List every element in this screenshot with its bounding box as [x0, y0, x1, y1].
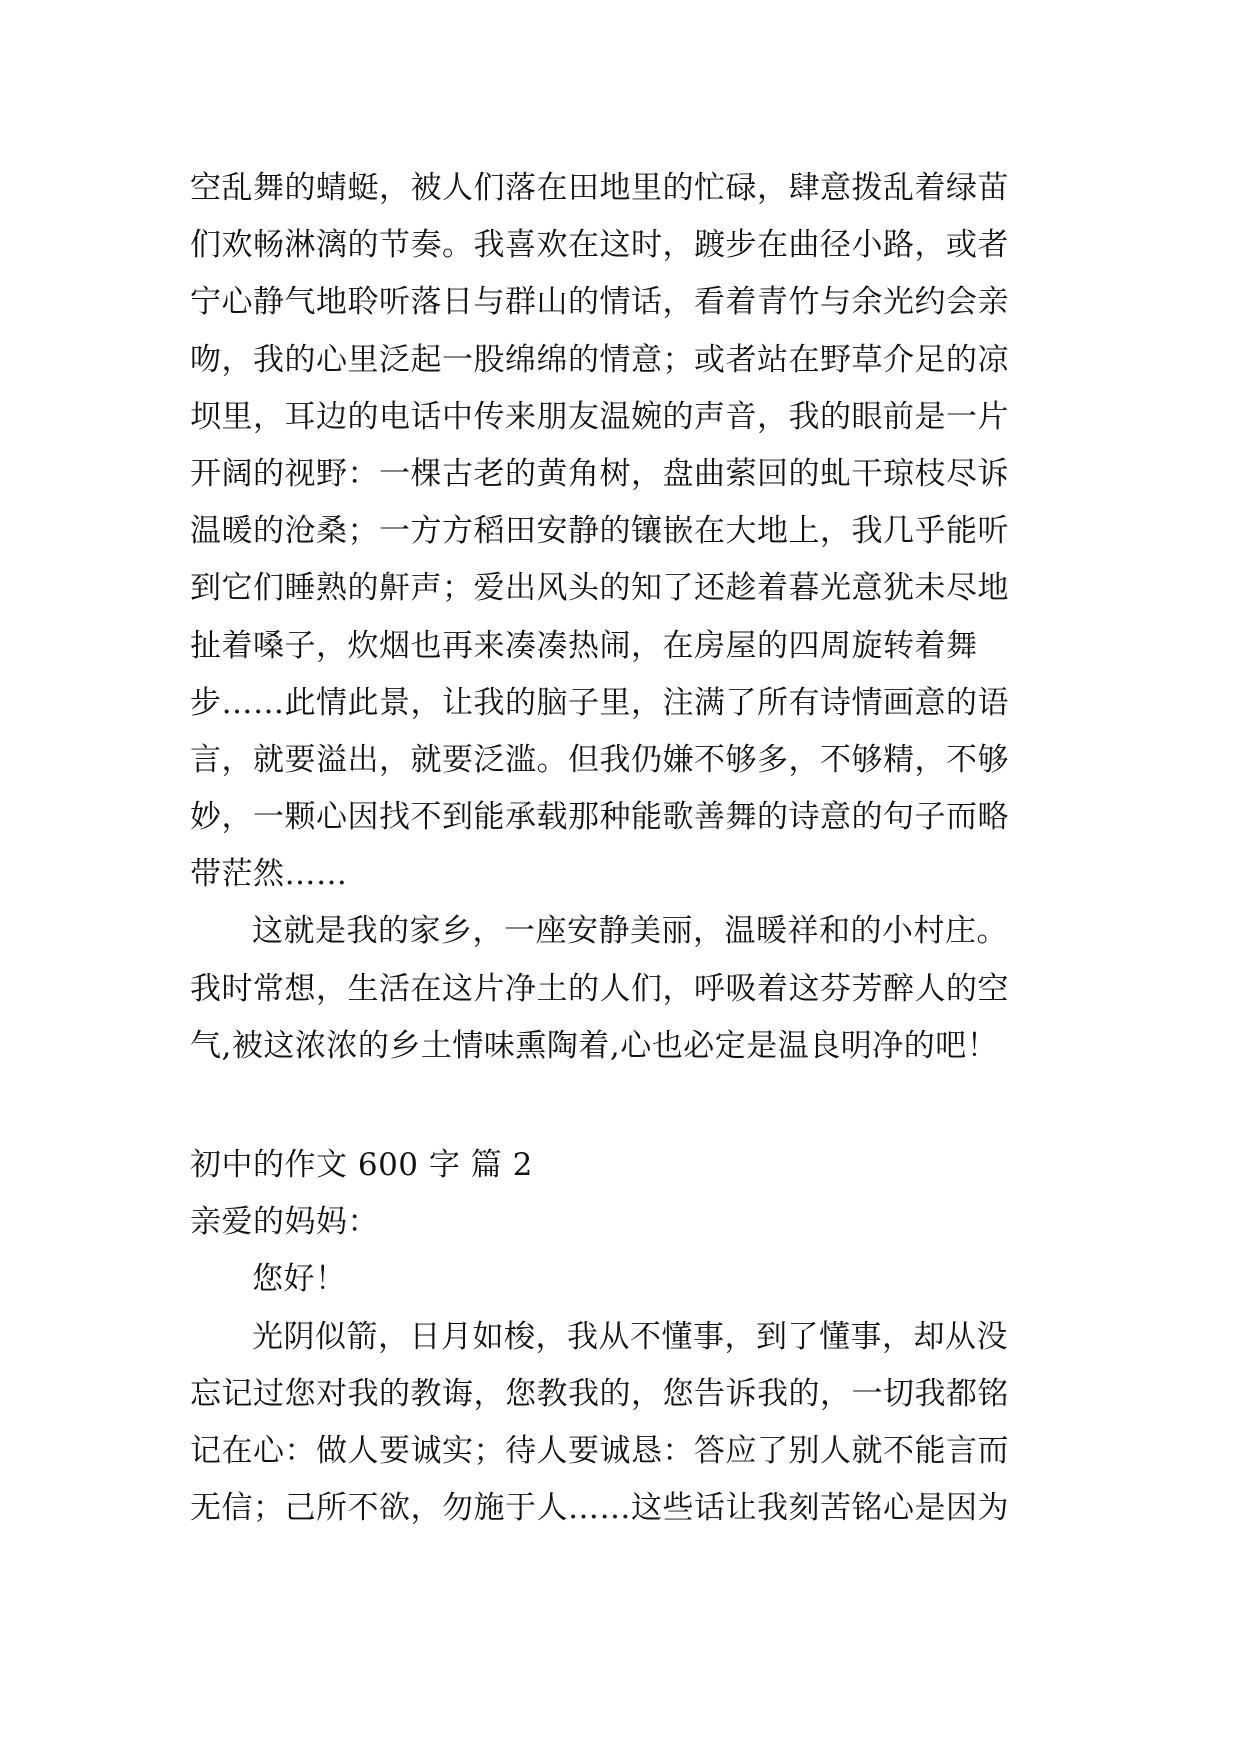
essay-heading: 初中的作文 600 字 篇 2	[190, 1147, 533, 1183]
text-line: 温暖的沧桑；一方方稻田安静的镶嵌在大地上，我几乎能听	[190, 513, 1009, 550]
text-line: 宁心静气地聆听落日与群山的情话，看着青竹与余光约会亲	[190, 284, 1009, 321]
text-line: 记在心：做人要诚实；待人要诚恳：答应了别人就不能言而	[190, 1432, 1009, 1469]
text-line: 空乱舞的蜻蜓，被人们落在田地里的忙碌，肆意拨乱着绿苗	[190, 170, 1009, 206]
text-line: 步……此情此景，让我的脑子里，注满了所有诗情画意的语	[190, 684, 1009, 721]
text-line: 到它们睡熟的鼾声；爱出风头的知了还趁着暮光意犹未尽地	[190, 570, 1009, 607]
essay-2	[190, 1137, 1070, 1537]
text-line: 气,被这浓浓的乡土情味熏陶着,心也必定是温良明净的吧！	[190, 1027, 999, 1064]
essay-continuation	[190, 160, 1070, 1075]
text-line: 扯着嗓子，炊烟也再来凑凑热闹，在房屋的四周旋转着舞	[190, 627, 978, 664]
text-line: 无信；己所不欲，勿施于人……这些话让我刻苦铭心是因为	[190, 1490, 1009, 1527]
text-line: 坝里，耳边的电话中传来朋友温婉的声音，我的眼前是一片	[190, 398, 1009, 435]
greeting: 您好！	[252, 1261, 347, 1298]
text-line: 这就是我的家乡，一座安静美丽，温暖祥和的小村庄。	[252, 913, 1008, 950]
text-line: 开阔的视野：一棵古老的黄角树，盘曲萦回的虬干琼枝尽诉	[190, 455, 1009, 492]
text-line: 吻，我的心里泛起一股绵绵的情意；或者站在野草介足的凉	[190, 341, 1009, 378]
text-line: 言，就要溢出，就要泛滥。但我仍嫌不够多，不够精，不够	[190, 741, 1009, 778]
text-line: 我时常想，生活在这片净土的人们，呼吸着这芬芳醉人的空	[190, 970, 1009, 1007]
text-line: 带茫然……	[190, 856, 348, 893]
salutation: 亲爱的妈妈：	[190, 1204, 379, 1241]
text-line: 忘记过您对我的教诲，您教我的，您告诉我的，一切我都铭	[190, 1375, 1009, 1412]
text-line: 光阴似箭，日月如梭，我从不懂事，到了懂事，却从没	[252, 1318, 1008, 1355]
text-line: 们欢畅淋漓的节奏。我喜欢在这时，踱步在曲径小路，或者	[190, 227, 1009, 264]
text-line: 妙，一颗心因找不到能承载那种能歌善舞的诗意的句子而略	[190, 799, 1009, 836]
